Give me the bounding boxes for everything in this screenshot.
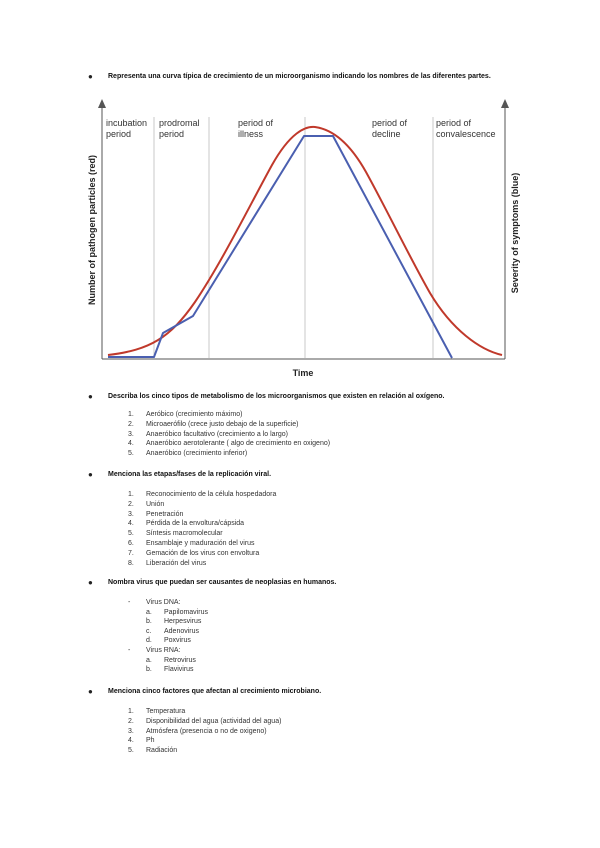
list-item: 1. Temperatura [128, 708, 186, 715]
growth-factors-list [128, 707, 281, 756]
x-axis-label: Time [292, 368, 314, 378]
list-item: 5. Radiación [128, 747, 178, 755]
question-5-text: Menciona cinco factores que afectan al crecimiento microbiano. [108, 688, 322, 695]
question-3 [88, 470, 271, 480]
phase-label-2: prodromal period [159, 118, 200, 139]
list-item: b. Herpesvirus [146, 618, 202, 626]
symptoms-curve [108, 136, 452, 358]
bullet-icon: ● [88, 578, 93, 587]
growth-curve-figure [0, 88, 600, 388]
dna-virus-list [146, 608, 208, 646]
phase-label-4: period of decline [372, 118, 408, 139]
metabolism-list [128, 410, 330, 459]
question-2 [88, 392, 444, 402]
list-item: b. Flavivirus [146, 666, 194, 674]
question-4-text: Nombra virus que puedan ser causantes de neoplasias en humanos. [108, 579, 337, 586]
viral-replication-list [128, 490, 276, 568]
list-item: 3. Atmósfera (presencia o no de oxigeno) [128, 727, 267, 735]
list-item: 5. Anaeróbico (crecimiento inferior) [128, 450, 248, 458]
list-item: 1. Aeróbico (crecimiento máximo) [128, 411, 243, 418]
list-item: a. Papilomavirus [146, 608, 208, 616]
list-item: 2. Disponibilidad del agua (actividad del agua) [128, 717, 282, 725]
question-3-text: Menciona las etapas/fases de la replicación viral. [108, 471, 272, 478]
rna-virus-heading: - Virus RNA: [128, 647, 181, 654]
y-axis-label-right: Severity of symptoms (blue) [510, 172, 520, 294]
dna-virus-group [128, 598, 208, 646]
list-item: 6. Ensamblaje y maduración del virus [128, 539, 255, 547]
phase-label-5: period of convalescence [436, 118, 496, 139]
left-axis-arrow-icon [98, 99, 106, 108]
question-1 [88, 72, 513, 82]
list-item: 7. Gemación de los virus con envoltura [128, 549, 260, 557]
right-axis-arrow-icon [501, 99, 509, 108]
list-item: c. Adenovirus [146, 627, 200, 635]
question-1-text: Representa una curva típica de crecimiento de un microorganismo indicando los nombres de las diferentes partes. [108, 73, 491, 80]
bullet-icon: ● [88, 72, 93, 81]
list-item: 4. Anaeróbico aerotolerante ( algo de crecimiento en oxigeno) [128, 440, 331, 448]
list-item: 5. Síntesis macromolecular [128, 530, 223, 538]
question-5 [88, 687, 321, 697]
y-axis-label-left: Number of pathogen particles (red) [87, 154, 97, 306]
list-item: 3. Penetración [128, 510, 184, 518]
bullet-icon: ● [88, 470, 93, 479]
list-item: 8. Liberación del virus [128, 559, 207, 567]
question-4 [88, 578, 336, 588]
question-2-text: Describa los cinco tipos de metabolismo de los microorganismos que existen en relación al oxígeno. [108, 393, 445, 400]
list-item: 3. Anaeróbico facultativo (crecimiento a lo largo) [128, 430, 289, 438]
phase-label-1: incubation period [106, 118, 148, 139]
list-item: a. Retrovirus [146, 656, 196, 664]
list-item: d. Poxvirus [146, 637, 191, 645]
bullet-icon: ● [88, 687, 93, 696]
list-item: 4. Ph [128, 737, 155, 745]
list-item: 2. Microaerófilo (crece justo debajo de la superficie) [128, 420, 299, 428]
list-item: 2. Unión [128, 500, 165, 508]
list-item: 1. Reconocimiento de la célula hospedadora [128, 491, 277, 498]
phase-label-3: period of illness [238, 118, 274, 139]
list-item: 4. Pérdida de la envoltura/cápsida [128, 520, 245, 528]
bullet-icon: ● [88, 392, 93, 401]
rna-virus-list [146, 656, 196, 675]
dna-virus-heading: - Virus DNA: [128, 599, 181, 606]
rna-virus-group [128, 646, 196, 675]
